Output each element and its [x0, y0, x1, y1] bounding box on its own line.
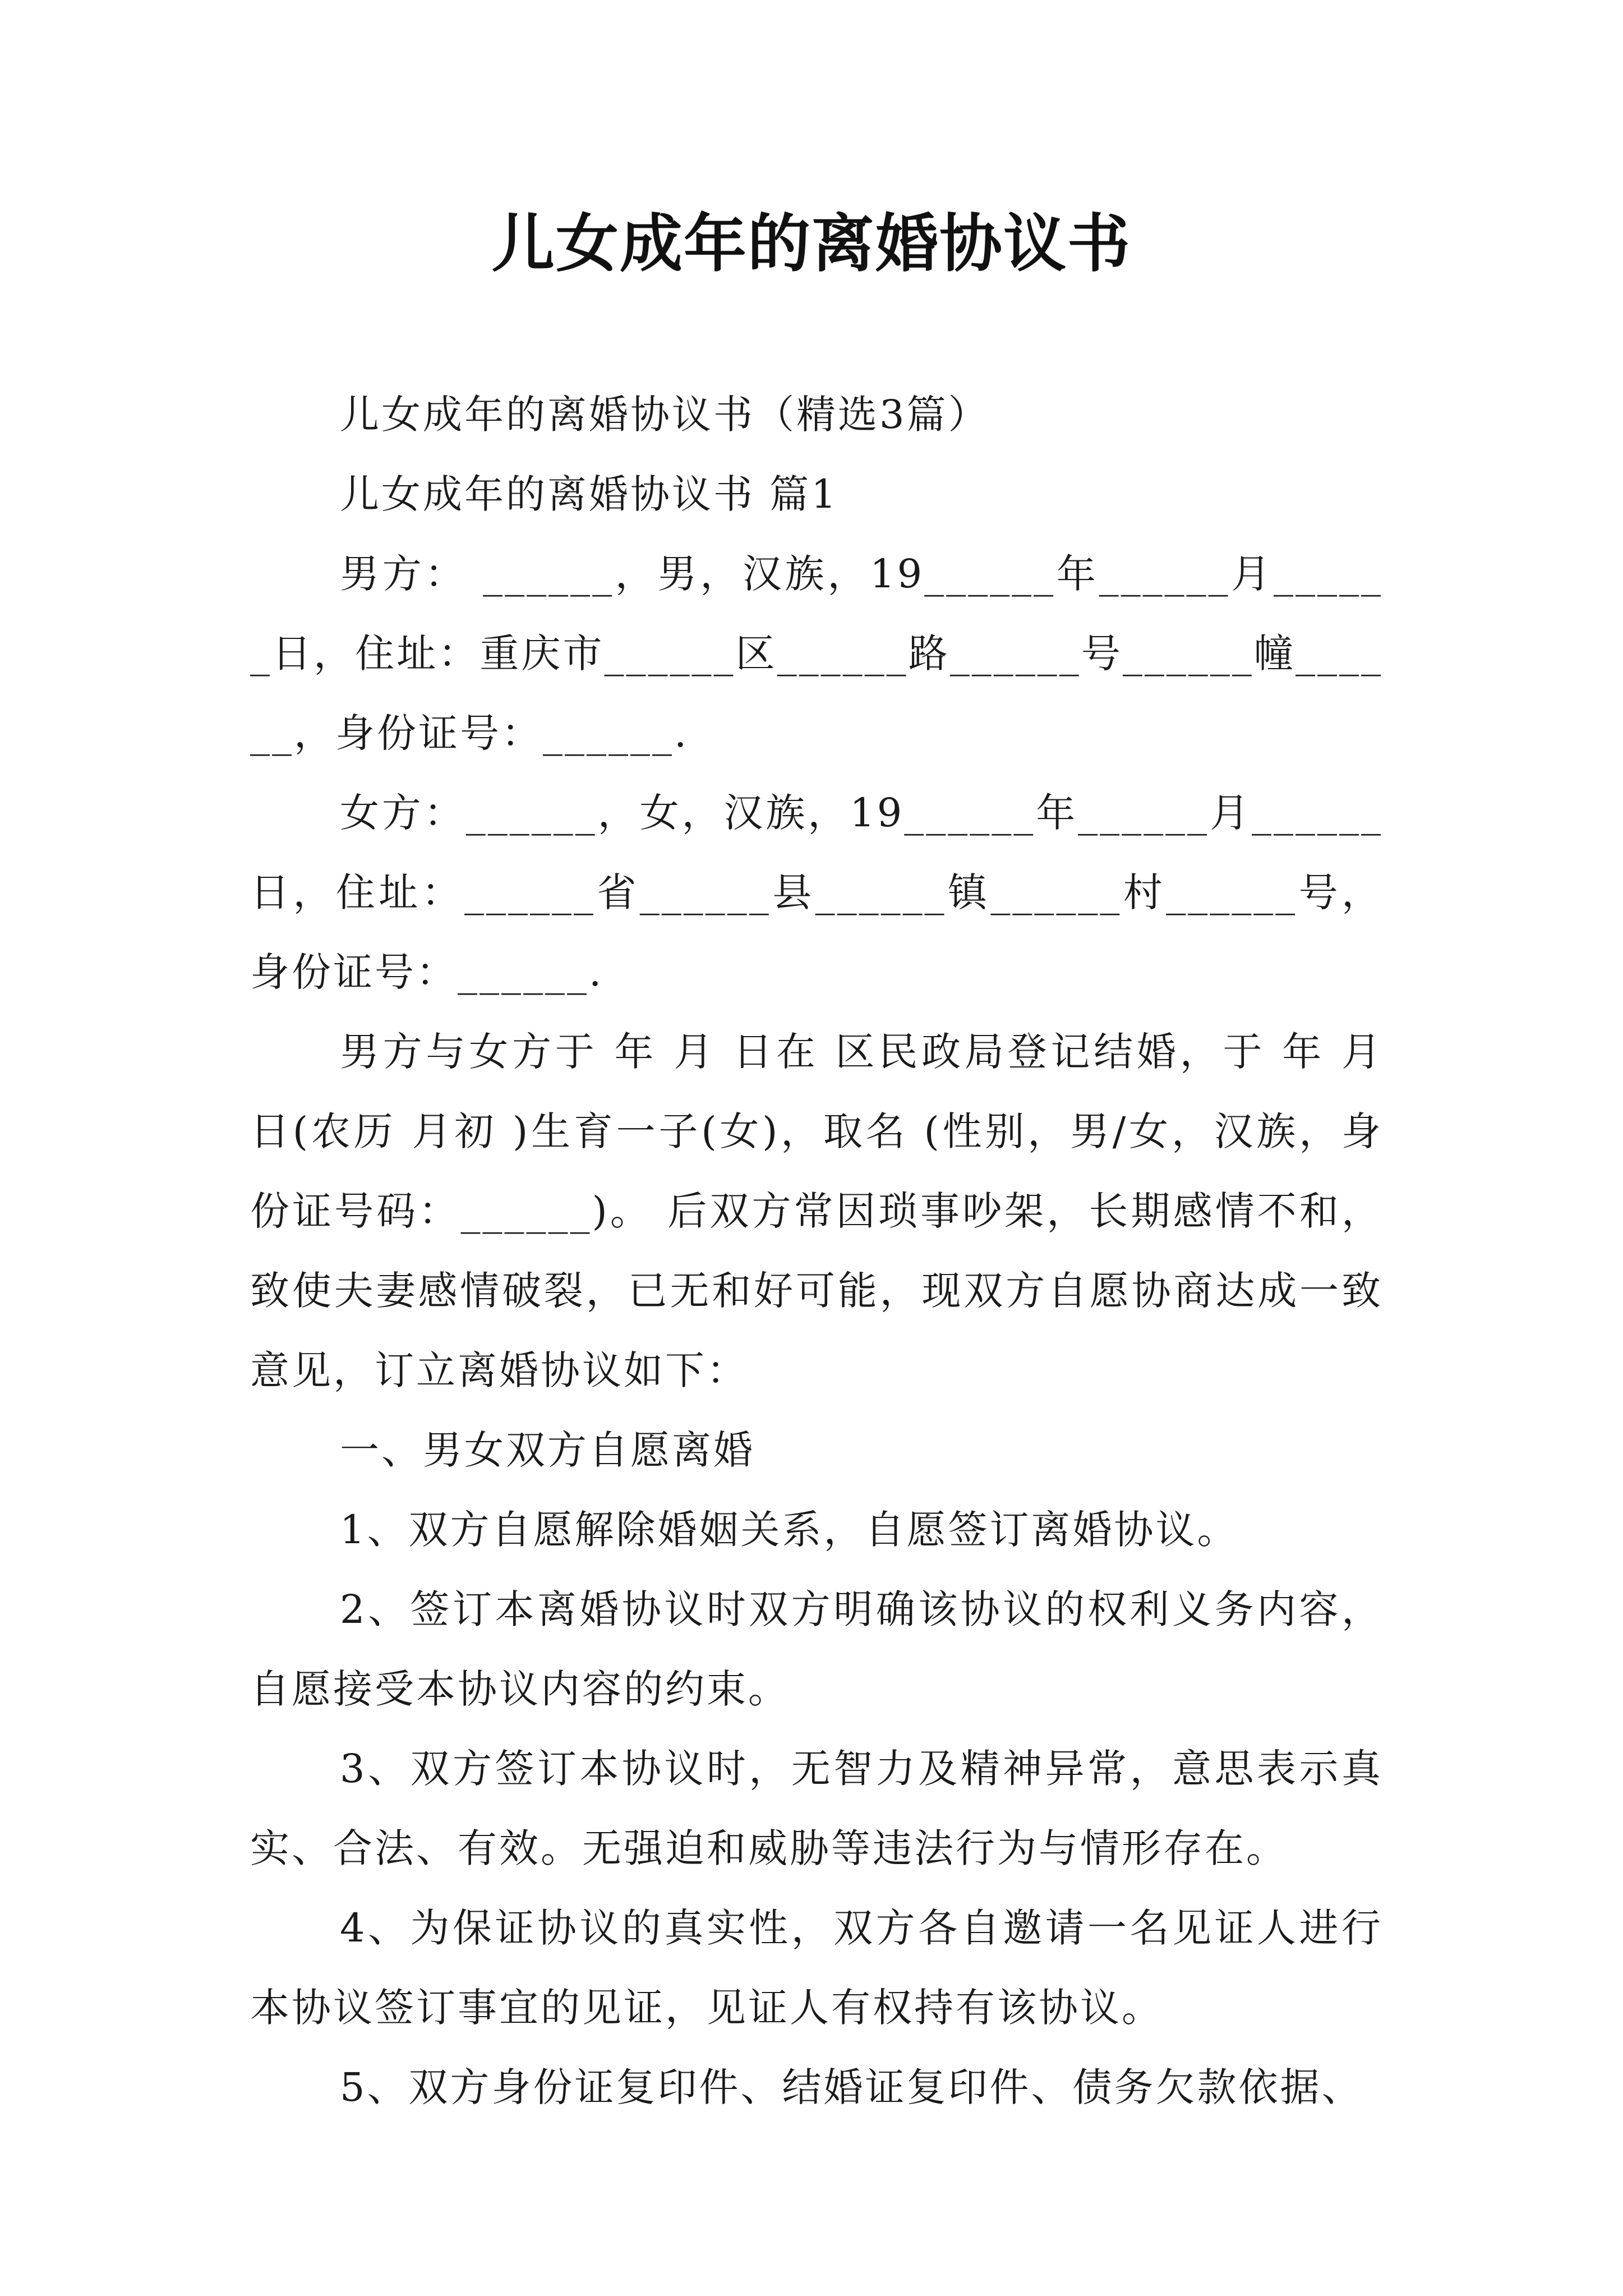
subtitle-paragraph: 儿女成年的离婚协议书（精选3篇）	[340, 392, 990, 438]
clause-heading-1: 一、男女双方自愿离婚	[340, 1427, 755, 1473]
clause-item-4: 4、为保证协议的真实性，双方各自邀请一名见证人进行本协议签订事宜的见证，见证人有权持有该协议。	[250, 1905, 1383, 2031]
document-body	[250, 375, 1383, 2127]
document-title: 儿女成年的离婚协议书	[492, 208, 1131, 280]
female-party-paragraph: 女方：______，女，汉族，19______年______月______日，住址：______省______县______镇______村______号，身份证号：______.	[250, 790, 1383, 995]
clause-item-2: 2、签订本离婚协议时双方明确该协议的权利义务内容，自愿接受本协议内容的约束。	[250, 1586, 1383, 1712]
clause-item-3: 3、双方签订本协议时，无智力及精神异常，意思表示真实、合法、有效。无强迫和威胁等违法行为与情形存在。	[250, 1746, 1383, 1871]
marriage-background-paragraph: 男方与女方于 年 月 日在 区民政局登记结婚，于 年 月 日(农历 月初 )生育一子(女)，取名 (性别，男/女，汉族，身份证号码：______)。 后双方常因琐事吵架，长期感情不和，致使夫妻感情破裂，已无和好可能，现双方自愿协商达成一致意见，订立离婚协议如下：	[250, 1029, 1383, 1393]
section-heading: 儿女成年的离婚协议书 篇1	[340, 471, 838, 517]
clause-item-1: 1、双方自愿解除婚姻关系，自愿签订离婚协议。	[340, 1507, 1239, 1553]
male-party-paragraph: 男方： ______，男，汉族，19______年______月______日，住址：重庆市______区______路______号______幢______，身份证号：______.	[250, 551, 1383, 756]
clause-item-5: 5、双方身份证复印件、结婚证复印件、债务欠款依据、	[340, 2064, 1363, 2110]
